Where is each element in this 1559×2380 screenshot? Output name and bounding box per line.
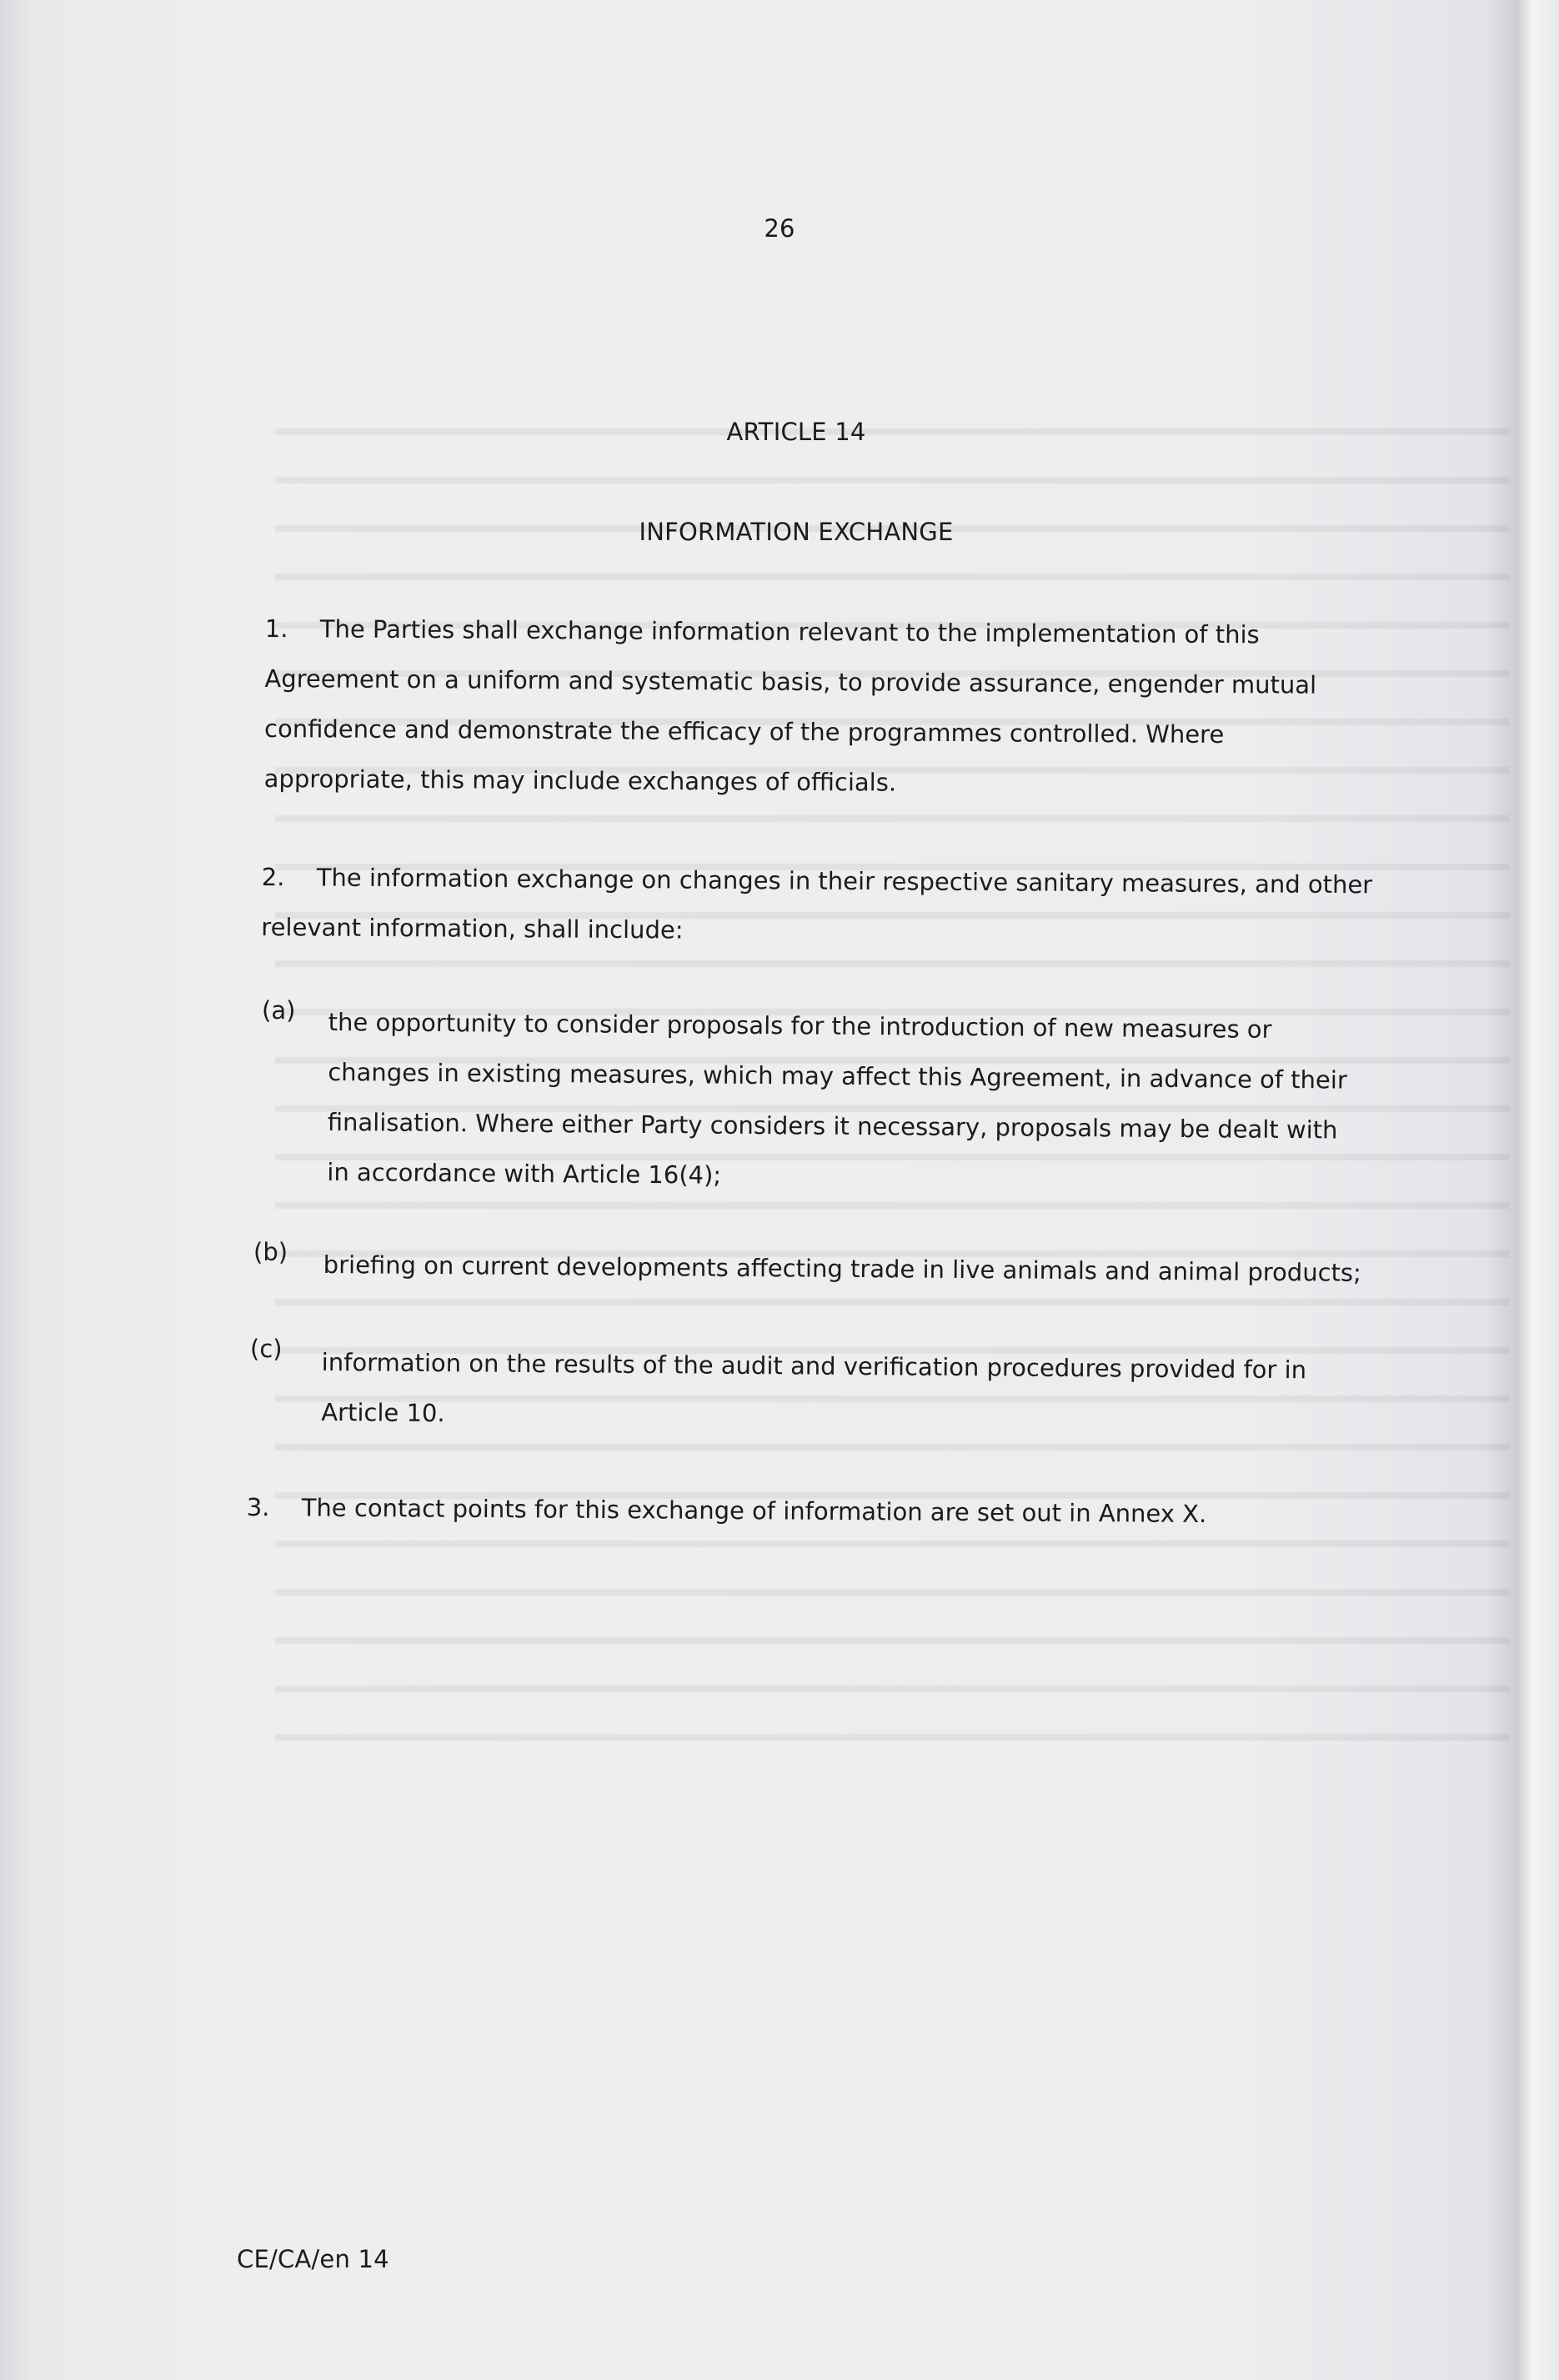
paragraph-2 — [261, 852, 1446, 960]
paragraph-3-number: 3. — [246, 1492, 270, 1522]
paragraph-1-number: 1. — [264, 614, 288, 644]
paragraph-1-line-3: confidence and demonstrate the efficacy of the programmes controlled. Where — [263, 714, 1225, 749]
item-b-line-1: briefing on current developments affecting trade in live animals and animal products; — [323, 1250, 1361, 1287]
item-c-label: (c) — [250, 1335, 283, 1363]
item-a-line-1: the opportunity to consider proposals for the introduction of new measures or — [328, 1007, 1272, 1044]
article-heading: ARTICLE 14 — [726, 418, 866, 446]
paragraph-1-line-1: The Parties shall exchange information relevant to the implementation of this — [319, 614, 1260, 649]
paragraph-2-line-1: The information exchange on changes in their respective sanitary measures, and other — [316, 863, 1373, 899]
paragraph-2-line-2: relevant information, shall include: — [261, 912, 684, 944]
item-c-body — [321, 1337, 1439, 1446]
paragraph-1-line-4: appropriate, this may include exchanges of officials. — [263, 764, 897, 797]
paragraph-1 — [264, 604, 1432, 811]
item-b-body — [323, 1240, 1432, 1298]
paragraph-1-line-2: Agreement on a uniform and systematic basis, to provide assurance, engender mutual — [264, 664, 1317, 699]
item-a-line-3: finalisation. Where either Party considers it necessary, proposals may be dealt with — [327, 1107, 1338, 1145]
item-a-line-2: changes in existing measures, which may affect this Agreement, in advance of their — [328, 1057, 1347, 1095]
paragraph-2-number: 2. — [261, 862, 285, 892]
item-a-label: (a) — [262, 996, 296, 1025]
paragraph-3-text: The contact points for this exchange of information are set out in Annex X. — [301, 1493, 1207, 1529]
item-b-label: (b) — [253, 1238, 288, 1266]
footer-reference: CE/CA/en 14 — [237, 2245, 389, 2273]
article-title: INFORMATION EXCHANGE — [639, 518, 954, 546]
item-a-line-4: in accordance with Article 16(4); — [327, 1157, 722, 1190]
paragraph-3 — [247, 1482, 1447, 1541]
page-number: 26 — [764, 214, 795, 243]
item-c-line-1: information on the results of the audit and verification procedures provided for in — [321, 1347, 1307, 1385]
item-a-body — [327, 997, 1429, 1205]
item-c-line-2: Article 10. — [321, 1397, 445, 1428]
